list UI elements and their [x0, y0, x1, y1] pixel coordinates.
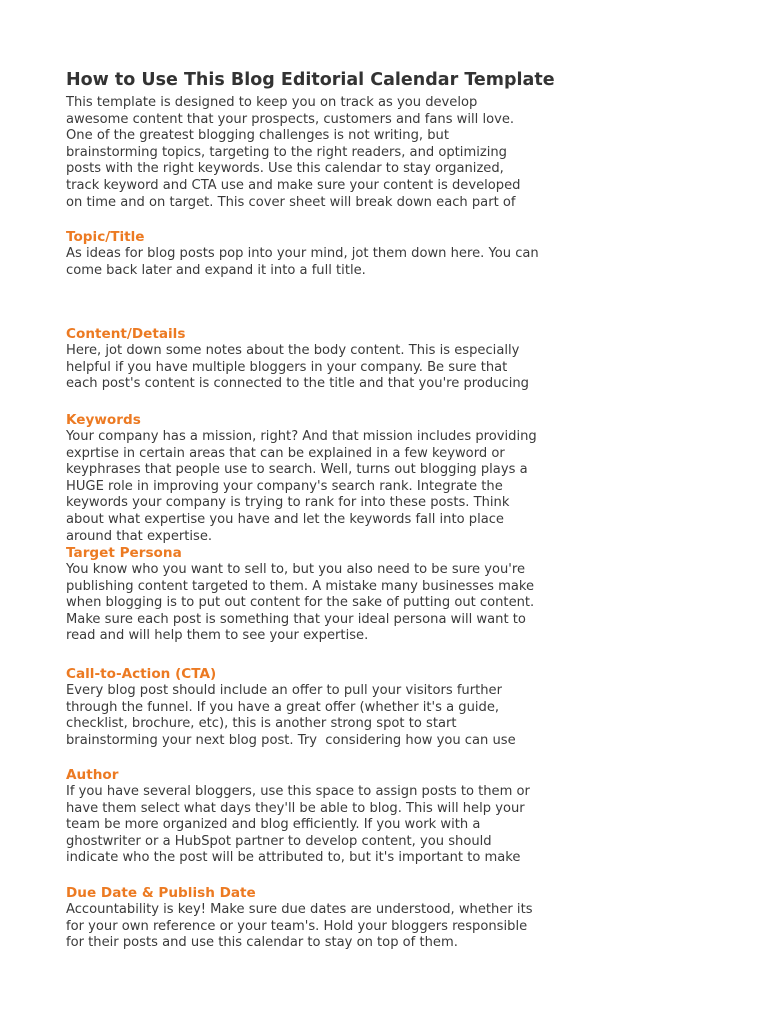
section-body: Your company has a mission, right? And that mission includes providing exprtise in certain areas that can be explained in a few keyword or keyphrases that people use to search. Well, turns out blogging plays a HUGE role in improving your company's search rank. Integrate the keywords your company is trying to rank for into these posts. Think about what expertise you have and let the keywords fall into place around that expertise. — [66, 429, 537, 544]
section-body: Every blog post should include an offer to pull your visitors further through the funnel. If you have a great offer (whether it's a guide, checklist, brochure, etc), this is another strong spot to start brainstorming your next blog post. Try considering how you can use — [66, 683, 516, 748]
section-heading: Content/Details — [66, 326, 186, 342]
section-call-to-action — [66, 665, 566, 749]
section-author — [66, 766, 566, 867]
section-keywords — [66, 411, 566, 545]
section-body: You know who you want to sell to, but you also need to be sure you're publishing content targeted to them. A mistake many businesses make when blogging is to put out content for the sake of putting out content. Make sure each post is something that your ideal persona will want to read and will help them to see your expertise. — [66, 562, 535, 644]
section-heading: Keywords — [66, 412, 141, 428]
section-due-date-publish-date — [66, 884, 566, 952]
section-body: Accountability is key! Make sure due dates are understood, whether its for your own reference or your team's. Hold your bloggers responsible for their posts and use this calendar to stay on top of them. — [66, 902, 533, 951]
section-content-details — [66, 325, 566, 393]
section-heading: Target Persona — [66, 545, 182, 561]
section-heading: Topic/Title — [66, 229, 145, 245]
section-body: If you have several bloggers, use this space to assign posts to them or have them select what days they'll be able to blog. This will help your team be more organized and blog efficiently. If you work with a ghostwriter or a HubSpot partner to develop content, you should indicate who the post will be attributed to, but it's important to make — [66, 784, 530, 866]
section-heading: Due Date & Publish Date — [66, 885, 256, 901]
document-title: How to Use This Blog Editorial Calendar Template — [66, 70, 555, 90]
section-heading: Call-to-Action (CTA) — [66, 666, 217, 682]
section-body: As ideas for blog posts pop into your mind, jot them down here. You can come back later and expand it into a full title. — [66, 246, 539, 278]
section-topic-title — [66, 228, 566, 279]
section-heading: Author — [66, 767, 119, 783]
section-target-persona — [66, 544, 566, 645]
document-page — [66, 68, 566, 951]
section-body: Here, jot down some notes about the body content. This is especially helpful if you have multiple bloggers in your company. Be sure that each post's content is connected to the title and that you're producing — [66, 343, 529, 392]
intro-paragraph: This template is designed to keep you on track as you develop awesome content that your prospects, customers and fans will love. One of the greatest blogging challenges is not writing, but brainstorming topics, targeting to the right readers, and optimizing posts with the right keywords. Use this calendar to stay organized, track keyword and CTA use and make sure your content is developed on time and on target. This cover sheet will break down each part of — [66, 95, 521, 210]
